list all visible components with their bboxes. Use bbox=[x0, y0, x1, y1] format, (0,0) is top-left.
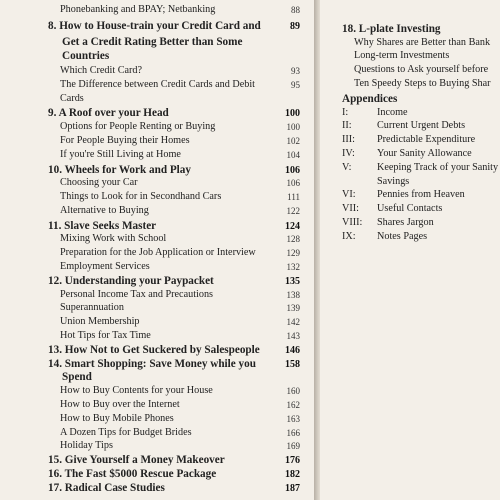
toc-section-title: Alternative to Buying bbox=[60, 204, 149, 216]
toc-chapter-title: 11. Slave Seeks Master bbox=[48, 219, 157, 232]
toc-chapter-title: Spend bbox=[62, 371, 92, 384]
toc-page-number: 124 bbox=[285, 220, 300, 232]
toc-page-number: 100 bbox=[286, 122, 300, 133]
toc-chapter-title: 18. L-plate Investing bbox=[342, 22, 441, 35]
toc-page-number: 129 bbox=[286, 248, 300, 259]
appendix-title: Useful Contacts bbox=[377, 203, 443, 215]
appendix-title: Your Sanity Allowance bbox=[377, 147, 472, 159]
toc-page-number: 128 bbox=[286, 234, 300, 245]
toc-section-title: Phonebanking and BPAY; Netbanking bbox=[60, 4, 216, 16]
appendix-title: Income bbox=[377, 106, 408, 118]
toc-section-title: Personal Income Tax and Precautions bbox=[60, 288, 214, 300]
toc-chapter-title: Countries bbox=[62, 50, 110, 63]
toc-page-number: 142 bbox=[286, 317, 300, 328]
appendix-title: Notes Pages bbox=[377, 230, 428, 242]
toc-page-number: 138 bbox=[286, 289, 300, 300]
toc-page-number: 106 bbox=[286, 178, 300, 189]
toc-page-number: 132 bbox=[286, 262, 300, 273]
toc-section-title: A Dozen Tips for Budget Brides bbox=[60, 426, 192, 438]
toc-chapter-title: Get a Credit Rating Better than Some bbox=[62, 35, 243, 48]
appendix-title: Predictable Expenditure bbox=[377, 134, 476, 146]
toc-section-title: Ten Speedy Steps to Buying Shar bbox=[354, 78, 491, 89]
toc-section-title: Cards bbox=[60, 92, 84, 104]
appendix-title: Savings bbox=[377, 175, 410, 187]
toc-chapter-title: 13. How Not to Get Suckered by Salespeople bbox=[48, 343, 260, 356]
toc-page-number: 88 bbox=[291, 5, 300, 16]
toc-section-title: Union Membership bbox=[60, 316, 140, 328]
toc-section-title: Preparation for the Job Application or Interview bbox=[60, 247, 256, 259]
toc-section-title: How to Buy over the Internet bbox=[60, 399, 180, 411]
toc-chapter-title: 10. Wheels for Work and Play bbox=[48, 163, 191, 176]
appendices-heading: Appendices bbox=[342, 92, 398, 105]
appendix-title: Shares Jargon bbox=[377, 216, 434, 228]
toc-chapter-title: 9. A Roof over your Head bbox=[48, 107, 169, 120]
toc-section-title: For People Buying their Homes bbox=[60, 135, 190, 147]
toc-section-title: Why Shares are Better than Bank bbox=[354, 36, 491, 48]
appendix-numeral: II: bbox=[342, 120, 352, 132]
appendix-numeral: VII: bbox=[342, 203, 359, 215]
appendix-numeral: I: bbox=[342, 106, 349, 118]
toc-section-title: Which Credit Card? bbox=[60, 65, 143, 77]
appendix-numeral: IV: bbox=[342, 147, 355, 159]
toc-section-title: Employment Services bbox=[60, 261, 150, 273]
toc-page-number: 102 bbox=[286, 136, 300, 147]
toc-page-number: 93 bbox=[291, 66, 300, 77]
toc-page-number: 158 bbox=[285, 358, 300, 370]
toc-page-number: 111 bbox=[287, 192, 300, 203]
toc-section-title: How to Buy Contents for your House bbox=[60, 385, 213, 397]
toc-section-title: Choosing your Car bbox=[60, 177, 138, 189]
toc-page-number: 135 bbox=[285, 275, 300, 287]
toc-chapter-title: 12. Understanding your Paypacket bbox=[48, 274, 214, 287]
toc-page-number: 104 bbox=[286, 149, 300, 160]
toc-chapter-title: 17. Radical Case Studies bbox=[48, 481, 165, 494]
toc-page-number: 122 bbox=[286, 205, 300, 216]
toc-page-number: 143 bbox=[286, 331, 300, 342]
toc-chapter-title: 8. How to House-train your Credit Card and bbox=[48, 20, 261, 33]
appendix-title: Current Urgent Debts bbox=[377, 120, 466, 132]
toc-page-number: 169 bbox=[286, 441, 300, 452]
toc-section-title: If you're Still Living at Home bbox=[60, 148, 181, 160]
right-page bbox=[320, 0, 500, 500]
toc-chapter-title: 15. Give Yourself a Money Makeover bbox=[48, 454, 225, 467]
toc-chapter-title: 14. Smart Shopping: Save Money while you bbox=[48, 357, 256, 370]
toc-section-title: Questions to Ask yourself before bbox=[354, 64, 489, 76]
appendix-title: Pennies from Heaven bbox=[377, 189, 465, 201]
toc-page-number: 139 bbox=[286, 303, 300, 314]
toc-page-number: 89 bbox=[290, 21, 300, 33]
toc-page-number: 95 bbox=[291, 79, 300, 90]
toc-section-title: Long-term Investments bbox=[354, 50, 450, 62]
toc-page-number: 160 bbox=[286, 386, 300, 397]
appendix-numeral: V: bbox=[342, 161, 352, 173]
toc-section-title: Options for People Renting or Buying bbox=[60, 121, 216, 133]
toc-page-number: 163 bbox=[286, 413, 300, 424]
toc-page-number: 182 bbox=[285, 469, 300, 481]
appendix-numeral: IX: bbox=[342, 230, 356, 242]
toc-chapter-title: 16. The Fast $5000 Rescue Package bbox=[48, 468, 217, 481]
toc-section-title: Superannuation bbox=[60, 302, 124, 314]
appendix-title: Keeping Track of your Sanity bbox=[377, 161, 499, 173]
toc-page-number: 166 bbox=[286, 427, 300, 438]
toc-page-number: 106 bbox=[285, 164, 300, 176]
toc-page-number: 100 bbox=[285, 108, 300, 120]
toc-section-title: How to Buy Mobile Phones bbox=[60, 412, 174, 424]
appendix-numeral: VI: bbox=[342, 189, 356, 201]
toc-section-title: Mixing Work with School bbox=[60, 233, 167, 245]
toc-page-number: 162 bbox=[286, 400, 300, 411]
toc-page-number: 176 bbox=[285, 455, 300, 467]
toc-section-title: The Difference between Credit Cards and Debit bbox=[60, 78, 255, 90]
toc-page-number: 187 bbox=[285, 482, 300, 494]
toc-section-title: Holiday Tips bbox=[60, 440, 113, 452]
toc-section-title: Hot Tips for Tax Time bbox=[60, 330, 151, 342]
appendix-numeral: III: bbox=[342, 134, 356, 146]
toc-section-title: Things to Look for in Secondhand Cars bbox=[60, 191, 222, 203]
toc-page-number: 146 bbox=[285, 344, 300, 356]
appendix-numeral: VIII: bbox=[342, 216, 363, 228]
